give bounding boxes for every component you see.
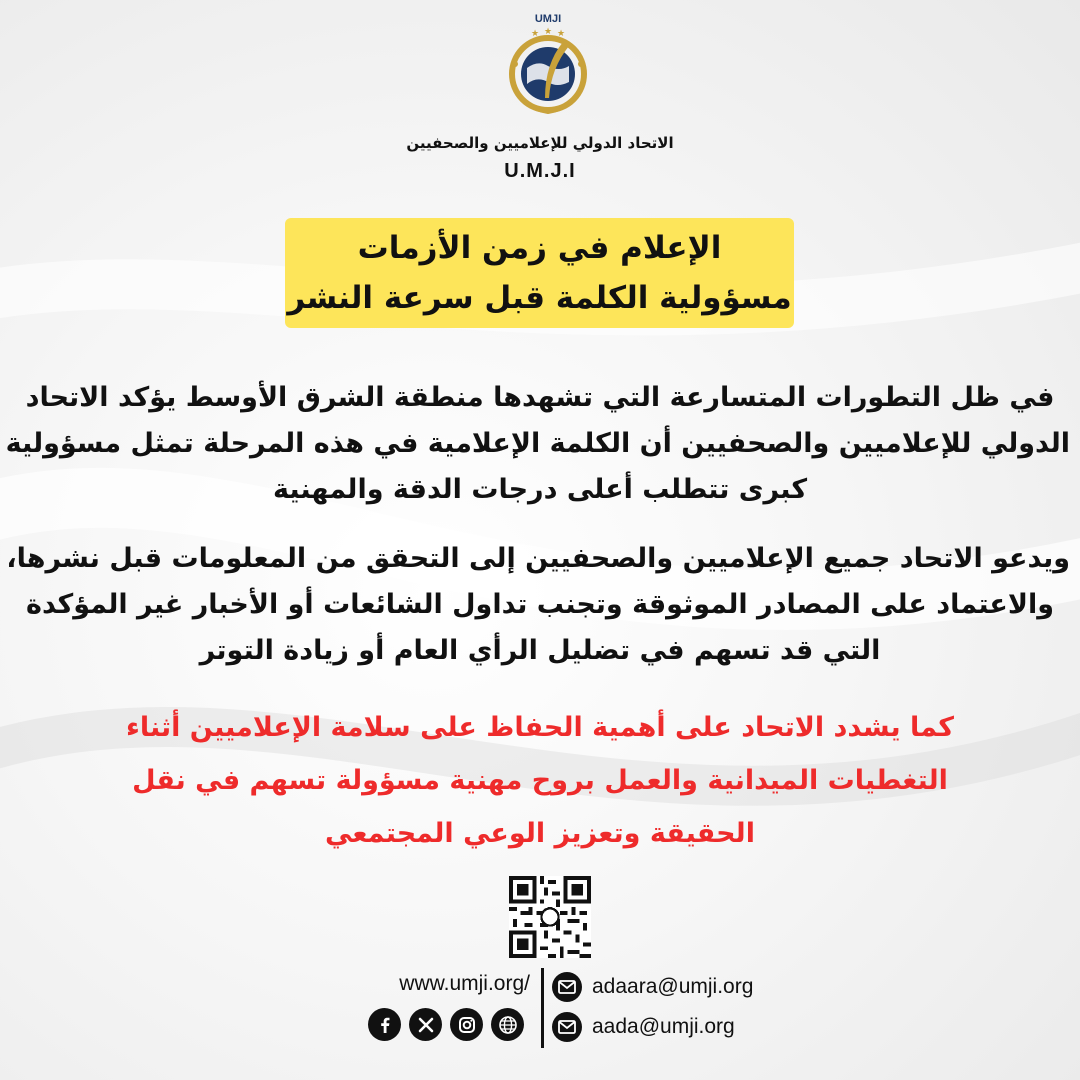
email-address[interactable]: aada@umji.org: [592, 1015, 735, 1038]
envelope-icon: [552, 1012, 582, 1042]
org-name-arabic: الاتحاد الدولي للإعلاميين والصحفيين: [406, 134, 674, 152]
svg-text:★: ★: [557, 29, 566, 39]
svg-text:UMJI: UMJI: [534, 13, 562, 25]
email-address[interactable]: adaara@umji.org: [592, 975, 754, 998]
x-icon[interactable]: [409, 1008, 442, 1041]
paragraph-line: كما يشدد الاتحاد على أهمية الحفاظ على سلامة الإعلاميين أثناء: [126, 712, 954, 743]
paragraph-line: ويدعو الاتحاد جميع الإعلاميين والصحفيين إلى التحقق من المعلومات قبل نشرها،: [6, 543, 1070, 574]
paragraph-line: الدولي للإعلاميين والصحفيين أن الكلمة الإعلامية في هذه المرحلة تمثل مسؤولية: [5, 428, 1070, 459]
svg-text:★: ★: [544, 27, 553, 37]
paragraph-line: والاعتماد على المصادر الموثوقة وتجنب تداول الشائعات أو الأخبار غير المؤكدة: [26, 589, 1054, 620]
social-links: [368, 1008, 524, 1044]
title-line-1: الإعلام في زمن الأزمات: [357, 230, 722, 266]
title-banner: [285, 218, 794, 328]
umji-logo: [493, 8, 603, 136]
website-link[interactable]: www.umji.org/: [399, 972, 530, 995]
envelope-icon: [552, 972, 582, 1002]
paragraph-line: الحقيقة وتعزيز الوعي المجتمعي: [325, 818, 755, 849]
paragraph-statement: [5, 375, 1070, 513]
paragraph-line: في ظل التطورات المتسارعة التي تشهدها منطقة الشرق الأوسط يؤكد الاتحاد: [25, 382, 1055, 413]
paragraph-line: التي قد تسهم في تضليل الرأي العام أو زيادة التوتر: [199, 635, 881, 666]
svg-text:★: ★: [531, 29, 540, 39]
org-name-english: U.M.J.I: [504, 160, 576, 182]
qr-code[interactable]: [509, 876, 591, 958]
instagram-icon[interactable]: [450, 1008, 483, 1041]
footer-divider: [541, 968, 544, 1048]
paragraph-line: التغطيات الميدانية والعمل بروح مهنية مسؤولة تسهم في نقل: [132, 765, 948, 796]
email-contact[interactable]: [552, 972, 753, 1002]
facebook-icon[interactable]: [368, 1008, 401, 1041]
title-line-2: مسؤولية الكلمة قبل سرعة النشر: [287, 280, 792, 316]
paragraph-safety: [100, 701, 980, 860]
globe-icon[interactable]: [491, 1008, 524, 1041]
email-contact[interactable]: [552, 1012, 735, 1042]
paragraph-call: [6, 536, 1070, 674]
paragraph-line: كبرى تتطلب أعلى درجات الدقة والمهنية: [272, 474, 808, 505]
